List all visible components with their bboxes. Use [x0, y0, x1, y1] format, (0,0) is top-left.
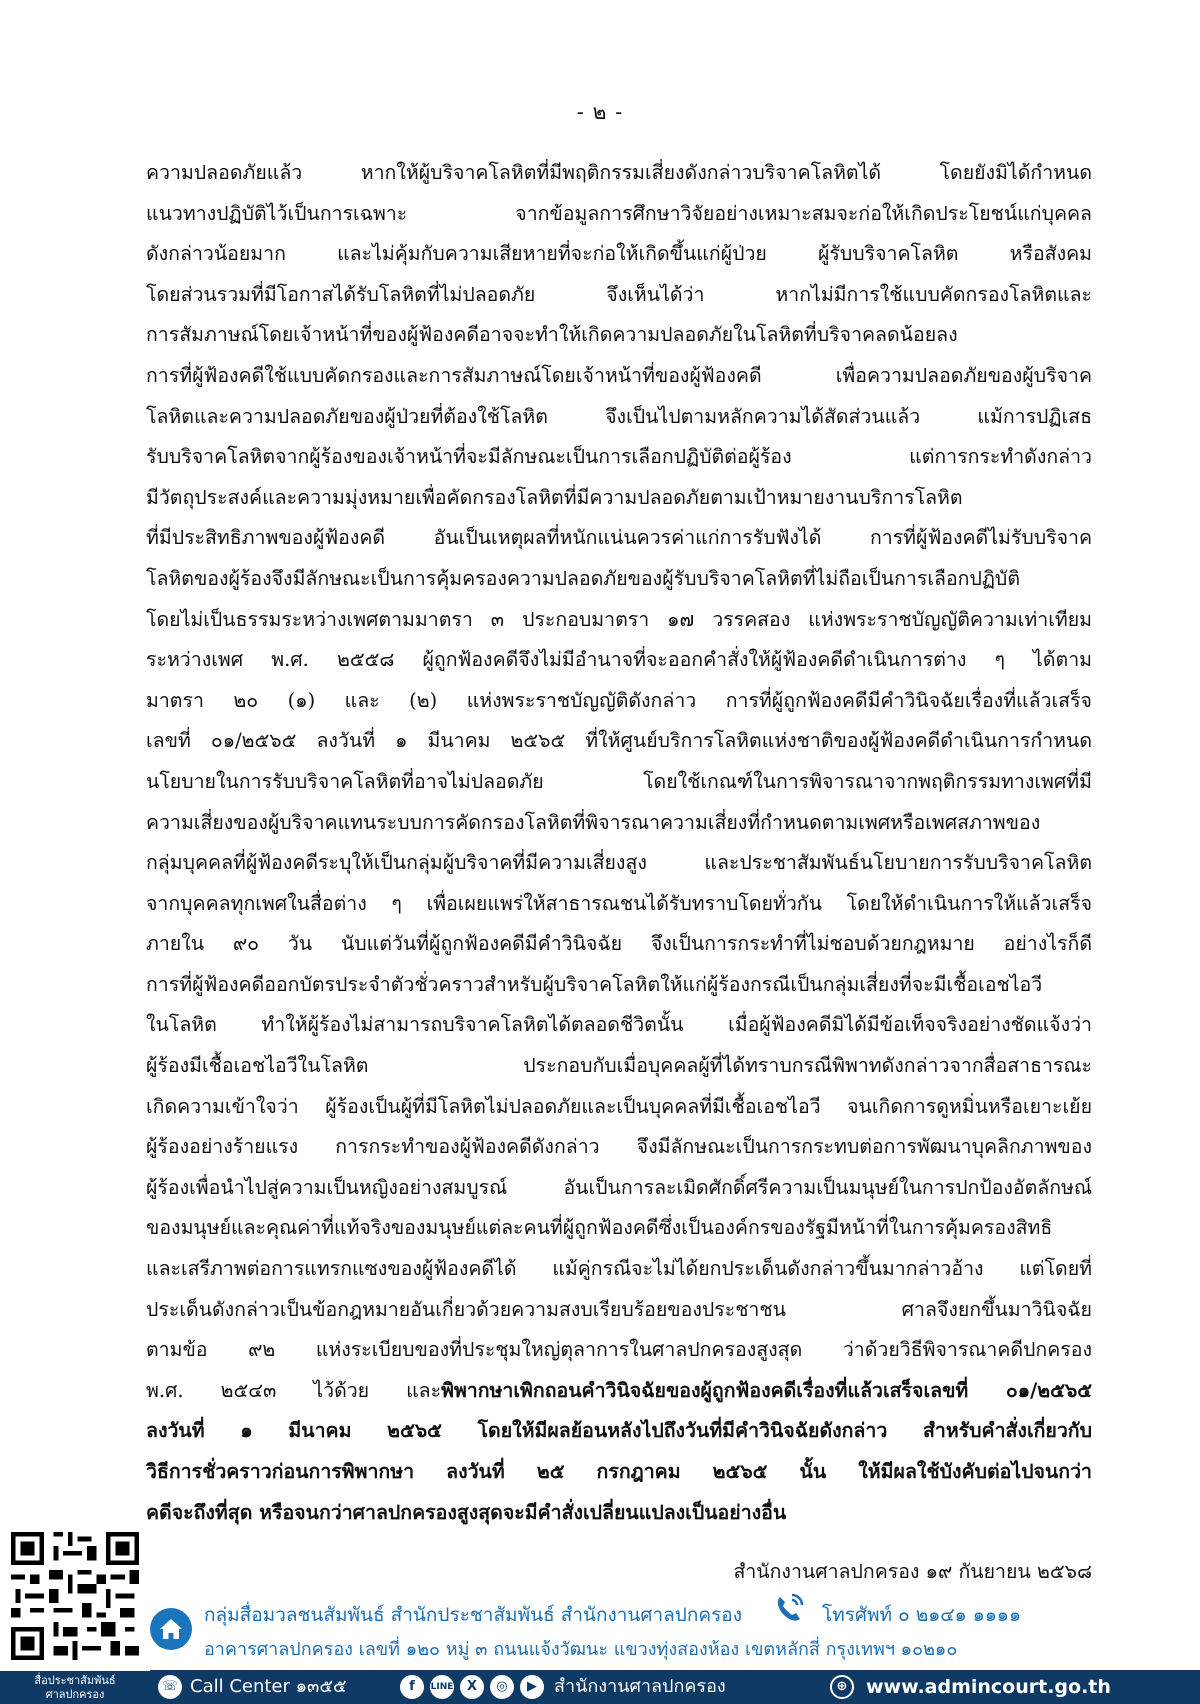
body-line: กลุ่มบุคคลที่ผู้ฟ้องคดีระบุให้เป็นกลุ่มผู้บริจาคที่มีความเสี่ยงสูง และประชาสัมพันธ์นโยบายการรับบริจาคโลหิต: [146, 851, 1092, 875]
verdict-line: ลงวันที่ ๑ มีนาคม ๒๕๖๕ โดยให้มีผลย้อนหลังไปถึงวันที่มีคำวินิจฉัยดังกล่าว สำหรับคำสั่งเกี่ยวกับ: [146, 1419, 1092, 1443]
body-line: ระหว่างเพศ พ.ศ. ๒๕๕๘ ผู้ถูกฟ้องคดีจึงไม่มีอำนาจที่จะออกคำสั่งให้ผู้ฟ้องคดีดำเนินการต่าง ๆ ได้ตาม: [146, 648, 1092, 672]
qr-caption-line: ศาลปกครอง: [45, 1688, 105, 1701]
qr-caption: [0, 1671, 150, 1704]
verdict-line: วิธีการชั่วคราวก่อนการพิพากษา ลงวันที่ ๒๕ กรกฎาคม ๒๕๖๕ นั้น ให้มีผลใช้บังคับต่อไปจนกว่า: [146, 1460, 1092, 1483]
globe-icon: ⊕: [830, 1675, 854, 1699]
body-line: นโยบายในการรับบริจาคโลหิตที่อาจไม่ปลอดภัย โดยใช้เกณฑ์ในการพิจารณาจากพฤติกรรมทางเพศที่มี: [146, 769, 1092, 793]
body-line: การที่ผู้ฟ้องคดีออกบัตรประจำตัวชั่วคราวสำหรับผู้บริจาคโลหิตให้แก่ผู้ร้องกรณีเป็นกลุ่มเสี่ยงที่จะมีเชื้อเอชไอวี: [146, 972, 1043, 996]
body-line: ของมนุษย์และคุณค่าที่แท้จริงของมนุษย์แต่ละคนที่ผู้ถูกฟ้องคดีซึ่งเป็นองค์กรของรัฐมีหน้าที่ในการคุ้มครองสิทธิ: [146, 1216, 1053, 1240]
body-line: ผู้ร้องอย่างร้ายแรง การกระทำของผู้ฟ้องคดีดังกล่าว จึงมีลักษณะเป็นการกระทบต่อการพัฒนาบุคลิกภาพของ: [146, 1135, 1092, 1159]
body-line: จากบุคคลทุกเพศในสื่อต่าง ๆ เพื่อเผยแพร่ให้สาธารณชนได้รับทราบโดยทั่วกัน โดยให้ดำเนินการให้แล้วเสร็จ: [146, 891, 1092, 915]
mixed-bold-text: พิพากษาเพิกถอนคำวินิจฉัยของผู้ถูกฟ้องคดีเรื่องที่แล้วเสร็จเลขที่ ๐๑/๒๕๖๕: [441, 1378, 1092, 1402]
body-line: โลหิตของผู้ร้องจึงมีลักษณะเป็นการคุ้มครองความปลอดภัยของผู้รับบริจาคโลหิตที่ไม่ถือเป็นการเลือกปฏิบัติ: [146, 566, 1020, 590]
body-line: ผู้ร้องมีเชื้อเอชไอวีในโลหิต ประกอบกับเมื่อบุคคลผู้ที่ได้ทราบกรณีพิพาทดังกล่าวจากสื่อสาธารณะ: [146, 1054, 1092, 1078]
phone-number: โทรศัพท์ ๐ ๒๑๔๑ ๑๑๑๑: [822, 1604, 1022, 1626]
office-name: สำนักงานศาลปกครอง: [554, 1676, 726, 1697]
body-line: การที่ผู้ฟ้องคดีใช้แบบคัดกรองและการสัมภาษณ์โดยเจ้าหน้าที่ของผู้ฟ้องคดี เพื่อความปลอดภัยของผู้บริจาค: [146, 363, 1092, 387]
call-center[interactable]: Call Center ๑๓๕๕: [190, 1676, 347, 1697]
youtube-icon[interactable]: ▶: [520, 1675, 544, 1699]
address: อาคารศาลปกครอง เลขที่ ๑๒๐ หมู่ ๓ ถนนแจ้งวัฒนะ แขวงทุ่งสองห้อง เขตหลักสี่ กรุงเทพฯ ๑๐๒๑๐: [204, 1639, 958, 1660]
org-name: กลุ่มสื่อมวลชนสัมพันธ์ สำนักประชาสัมพันธ์ สำนักงานศาลปกครอง: [204, 1604, 742, 1626]
body-line: เลขที่ ๐๑/๒๕๖๕ ลงวันที่ ๑ มีนาคม ๒๕๖๕ ที่ให้ศูนย์บริการโลหิตแห่งชาติของผู้ฟ้องคดีดำเนินการกำหนด: [146, 729, 1092, 753]
body-line: โดยส่วนรวมที่มีโอกาสได้รับโลหิตที่ไม่ปลอดภัย จึงเห็นได้ว่า หากไม่มีการใช้แบบคัดกรองโลหิตและ: [146, 282, 1092, 306]
body-line: ในโลหิต ทำให้ผู้ร้องไม่สามารถบริจาคโลหิตได้ตลอดชีวิตนั้น เมื่อผู้ฟ้องคดีมิได้มีข้อเท็จจริงอย่างชัดแจ้งว่า: [146, 1013, 1092, 1037]
qr-caption-line: สื่อประชาสัมพันธ์: [34, 1674, 116, 1687]
website-link[interactable]: www.admincourt.go.th: [866, 1676, 1111, 1698]
call-center-icon: ☏: [158, 1675, 182, 1699]
body-line: ความปลอดภัยแล้ว หากให้ผู้บริจาคโลหิตที่มีพฤติกรรมเสี่ยงดังกล่าวบริจาคโลหิตได้ โดยยังมิได้กำหนด: [146, 161, 1092, 184]
body-line: ตามข้อ ๙๒ แห่งระเบียบของที่ประชุมใหญ่ตุลาการในศาลปกครองสูงสุด ว่าด้วยวิธีพิจารณาคดีปกครอง: [146, 1338, 1092, 1362]
body-line: ประเด็นดังกล่าวเป็นข้อกฎหมายอันเกี่ยวด้วยความสงบเรียบร้อยของประชาชน ศาลจึงยกขึ้นมาวินิจฉัย: [146, 1297, 1092, 1321]
body-line: มีวัตถุประสงค์และความมุ่งหมายเพื่อคัดกรองโลหิตที่มีความปลอดภัยตามเป้าหมายงานบริการโลหิต: [146, 485, 963, 509]
body-line: ที่มีประสิทธิภาพของผู้ฟ้องคดี อันเป็นเหตุผลที่หนักแน่นควรค่าแก่การรับฟังได้ การที่ผู้ฟ้องคดีไม่รับบริจาค: [146, 526, 1092, 550]
body-line: โลหิตและความปลอดภัยของผู้ป่วยที่ต้องใช้โลหิต จึงเป็นไปตามหลักความได้สัดส่วนแล้ว แม้การปฏิเสธ: [146, 404, 1092, 428]
body-line: และเสรีภาพต่อการแทรกแซงของผู้ฟ้องคดีได้ แม้คู่กรณีจะไม่ได้ยกประเด็นดังกล่าวขึ้นมากล่าวอ้าง แต่โดยที่: [146, 1257, 1092, 1281]
body-line: ภายใน ๙๐ วัน นับแต่วันที่ผู้ถูกฟ้องคดีมีคำวินิจฉัย จึงเป็นการกระทำที่ไม่ชอบด้วยกฎหมาย อย่างไรก็ดี: [146, 932, 1092, 956]
judgment-body: [146, 153, 1092, 1533]
qr-code-icon[interactable]: [6, 1527, 144, 1665]
body-line: มาตรา ๒๐ (๑) และ (๒) แห่งพระราชบัญญัติดังกล่าว การที่ผู้ถูกฟ้องคดีมีคำวินิจฉัยเรื่องที่แล้วเสร็จ: [146, 688, 1092, 712]
line-icon[interactable]: LINE: [430, 1675, 454, 1699]
mixed-normal-text: พ.ศ. ๒๕๔๓ ไว้ด้วย และ: [146, 1378, 442, 1402]
body-line: ความเสี่ยงของผู้บริจาคแทนระบบการคัดกรองโลหิตที่พิจารณาความเสี่ยงที่กำหนดตามเพศหรือเพศสภาพของ: [146, 810, 1041, 834]
body-line: แนวทางปฏิบัติไว้เป็นการเฉพาะ จากข้อมูลการศึกษาวิจัยอย่างเหมาะสมจะก่อให้เกิดประโยชน์แก่บุคคล: [146, 201, 1092, 225]
page-number: - ๒ -: [576, 100, 624, 124]
body-line-mixed: [146, 1371, 1092, 1412]
body-line: ดังกล่าวน้อยมาก และไม่คุ้มกับความเสียหายที่จะก่อให้เกิดขึ้นแก่ผู้ป่วย ผู้รับบริจาคโลหิต หรือสังคม: [146, 242, 1092, 266]
footer-bar: [150, 1670, 1200, 1704]
instagram-icon[interactable]: ◎: [490, 1675, 514, 1699]
phone-icon: [770, 1591, 810, 1625]
body-line: การสัมภาษณ์โดยเจ้าหน้าที่ของผู้ฟ้องคดีอาจจะทำให้เกิดความปลอดภัยในโลหิตที่บริจาคลดน้อยลง: [146, 323, 958, 347]
home-icon: [150, 1608, 192, 1650]
body-line: รับบริจาคโลหิตจากผู้ร้องของเจ้าหน้าที่จะมีลักษณะเป็นการเลือกปฏิบัติต่อผู้ร้อง แต่การกระทำดังกล่าว: [146, 445, 1092, 469]
x-icon[interactable]: X: [460, 1675, 484, 1699]
body-line: ผู้ร้องเพื่อนำไปสู่ความเป็นหญิงอย่างสมบูรณ์ อันเป็นการละเมิดศักดิ์ศรีความเป็นมนุษย์ในการปกป้องอัตลักษณ์: [146, 1175, 1092, 1199]
signature-line: สำนักงานศาลปกครอง ๑๙ กันยายน ๒๕๖๘: [733, 1560, 1092, 1583]
body-line: เกิดความเข้าใจว่า ผู้ร้องเป็นผู้ที่มีโลหิตไม่ปลอดภัยและเป็นบุคคลที่มีเชื้อเอชไอวี จนเกิดการดูหมิ่นหรือเยาะเย้ย: [146, 1094, 1092, 1118]
body-line: โดยไม่เป็นธรรมระหว่างเพศตามมาตรา ๓ ประกอบมาตรา ๑๗ วรรคสอง แห่งพระราชบัญญัติความเท่าเทียม: [146, 607, 1092, 631]
verdict-line: คดีจะถึงที่สุด หรือจนกว่าศาลปกครองสูงสุดจะมีคำสั่งเปลี่ยนแปลงเป็นอย่างอื่น: [146, 1500, 787, 1524]
facebook-icon[interactable]: f: [400, 1675, 424, 1699]
